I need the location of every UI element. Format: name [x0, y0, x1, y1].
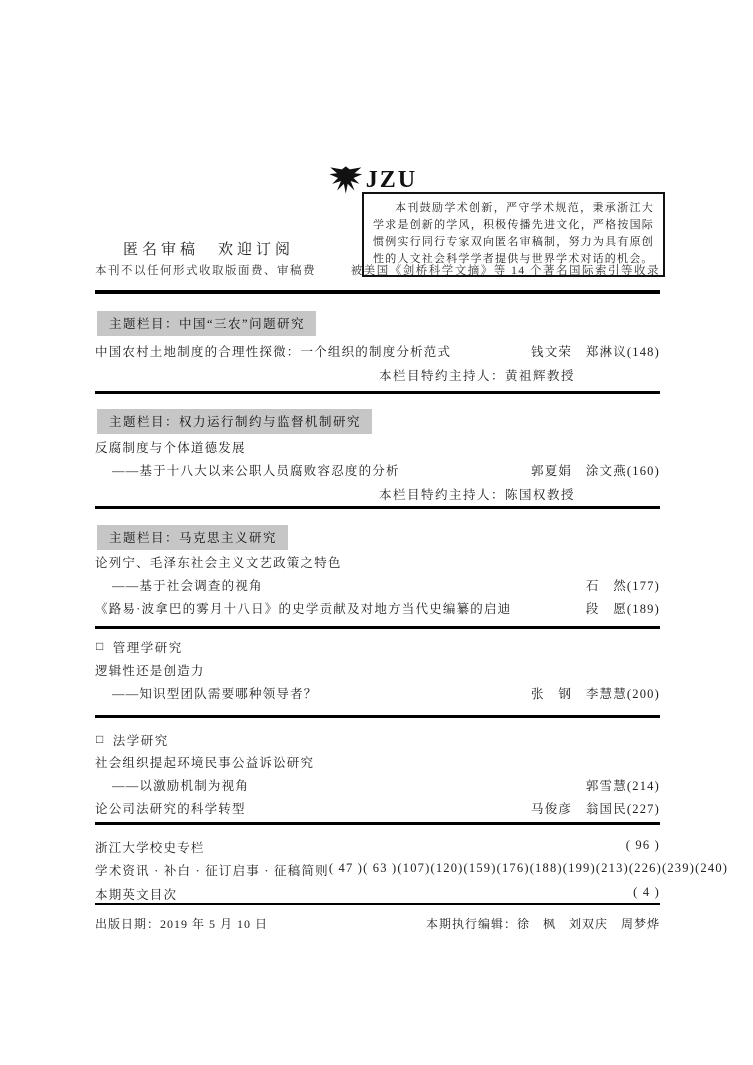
section-header-marxism: 主题栏目：马克思主义研究 — [97, 525, 288, 550]
article-title: 反腐制度与个体道德发展 — [95, 441, 246, 455]
article-row — [95, 576, 660, 594]
article-row — [95, 461, 660, 479]
section-header-label: 法学研究 — [112, 734, 169, 748]
square-marker-icon: □ — [96, 638, 105, 653]
section-header-sannong: 主题栏目：中国“三农”问题研究 — [97, 311, 316, 336]
article-title: 《路易·波拿巴的雾月十八日》的史学贡献及对地方当代史编纂的启迪 — [95, 602, 512, 616]
footer-row — [95, 915, 660, 932]
review-subscribe-slogan: 匿名审稿 欢迎订阅 — [123, 242, 295, 258]
executive-editors: 本期执行编辑：徐 枫 刘双庆 周梦烨 — [425, 917, 660, 931]
divider-rule — [95, 506, 660, 509]
article-title: 论公司法研究的科学转型 — [95, 802, 246, 816]
divider-rule — [95, 903, 660, 905]
misc-pages: ( 96 ) — [625, 838, 660, 852]
article-row — [95, 661, 660, 679]
misc-row-history-column — [95, 838, 660, 856]
square-marker-icon: □ — [96, 731, 105, 746]
misc-row-announcements — [95, 861, 729, 879]
divider-rule — [95, 290, 660, 294]
article-title: 逻辑性还是创造力 — [95, 664, 205, 678]
misc-pages: ( 47 )( 63 )(107)(120)(159)(176)(188)(199)(213)(226)(239)(240) — [328, 861, 729, 875]
article-subtitle: ——基于社会调查的视角 — [112, 579, 263, 593]
misc-title: 本期英文目次 — [95, 888, 178, 902]
article-subtitle: ——以激励机制为视角 — [112, 779, 250, 793]
divider-rule — [95, 391, 660, 394]
section-host-line: 本栏目特约主持人：黄祖辉教授 — [378, 369, 575, 383]
publish-date: 出版日期：2019 年 5 月 10 日 — [95, 917, 269, 931]
journal-logo — [329, 165, 417, 195]
eagle-icon — [329, 165, 362, 195]
section-host-line: 本栏目特约主持人：陈国权教授 — [378, 488, 575, 502]
misc-row-english-contents — [95, 885, 660, 903]
article-subtitle: ——知识型团队需要哪种领导者？ — [112, 687, 318, 701]
article-title: 社会组织提起环境民事公益诉讼研究 — [95, 756, 315, 770]
article-authors-page: 郭雪慧(214) — [585, 779, 660, 793]
article-row — [95, 438, 660, 456]
article-row — [95, 799, 660, 817]
article-authors-page: 段 愿(189) — [585, 602, 660, 616]
divider-rule — [95, 822, 660, 825]
article-row — [95, 684, 660, 702]
misc-pages: ( 4 ) — [633, 885, 660, 899]
article-row — [95, 753, 660, 771]
journal-logo-text: JZU — [365, 166, 418, 193]
article-row — [95, 553, 660, 571]
divider-rule — [95, 715, 660, 718]
article-authors-page: 马俊彦 翁国民(227) — [531, 802, 660, 816]
article-title: 中国农村土地制度的合理性探微：一个组织的制度分析范式 — [95, 345, 452, 359]
section-header-label: 管理学研究 — [112, 641, 183, 655]
journal-notice-box: 本刊鼓励学术创新，严守学术规范，秉承浙江大学求是创新的学风，积极传播先进文化，严格按国际惯例实行同行专家双向匿名审稿制，努力为具有原创性的人文社会科学学者提供与世界学术对话的机会。 — [362, 192, 665, 277]
divider-rule — [95, 626, 660, 629]
article-authors-page: 郭夏娟 涂文燕(160) — [531, 464, 660, 478]
article-title: 论列宁、毛泽东社会主义文艺政策之特色 — [95, 556, 342, 570]
article-authors-page: 石 然(177) — [585, 579, 660, 593]
section-header-management — [96, 638, 183, 656]
section-header-power-supervision: 主题栏目：权力运行制约与监督机制研究 — [97, 409, 372, 434]
article-authors-page: 张 钢 李慧慧(200) — [531, 687, 660, 701]
misc-title: 浙江大学校史专栏 — [95, 841, 205, 855]
no-fee-note: 本刊不以任何形式收取版面费、审稿费 — [95, 265, 316, 277]
article-row — [95, 599, 660, 617]
article-subtitle: ——基于十八大以来公职人员腐败容忍度的分析 — [112, 464, 400, 478]
section-header-law — [96, 731, 169, 749]
misc-title: 学术资讯 · 补白 · 征订启事 · 征稿简则 — [95, 864, 329, 878]
article-row — [95, 342, 660, 360]
article-row — [95, 776, 660, 794]
index-coverage-note: 被美国《剑桥科学文摘》等 14 个著名国际索引等收录 — [350, 265, 660, 277]
article-authors-page: 钱文荣 郑淋议(148) — [531, 345, 660, 359]
